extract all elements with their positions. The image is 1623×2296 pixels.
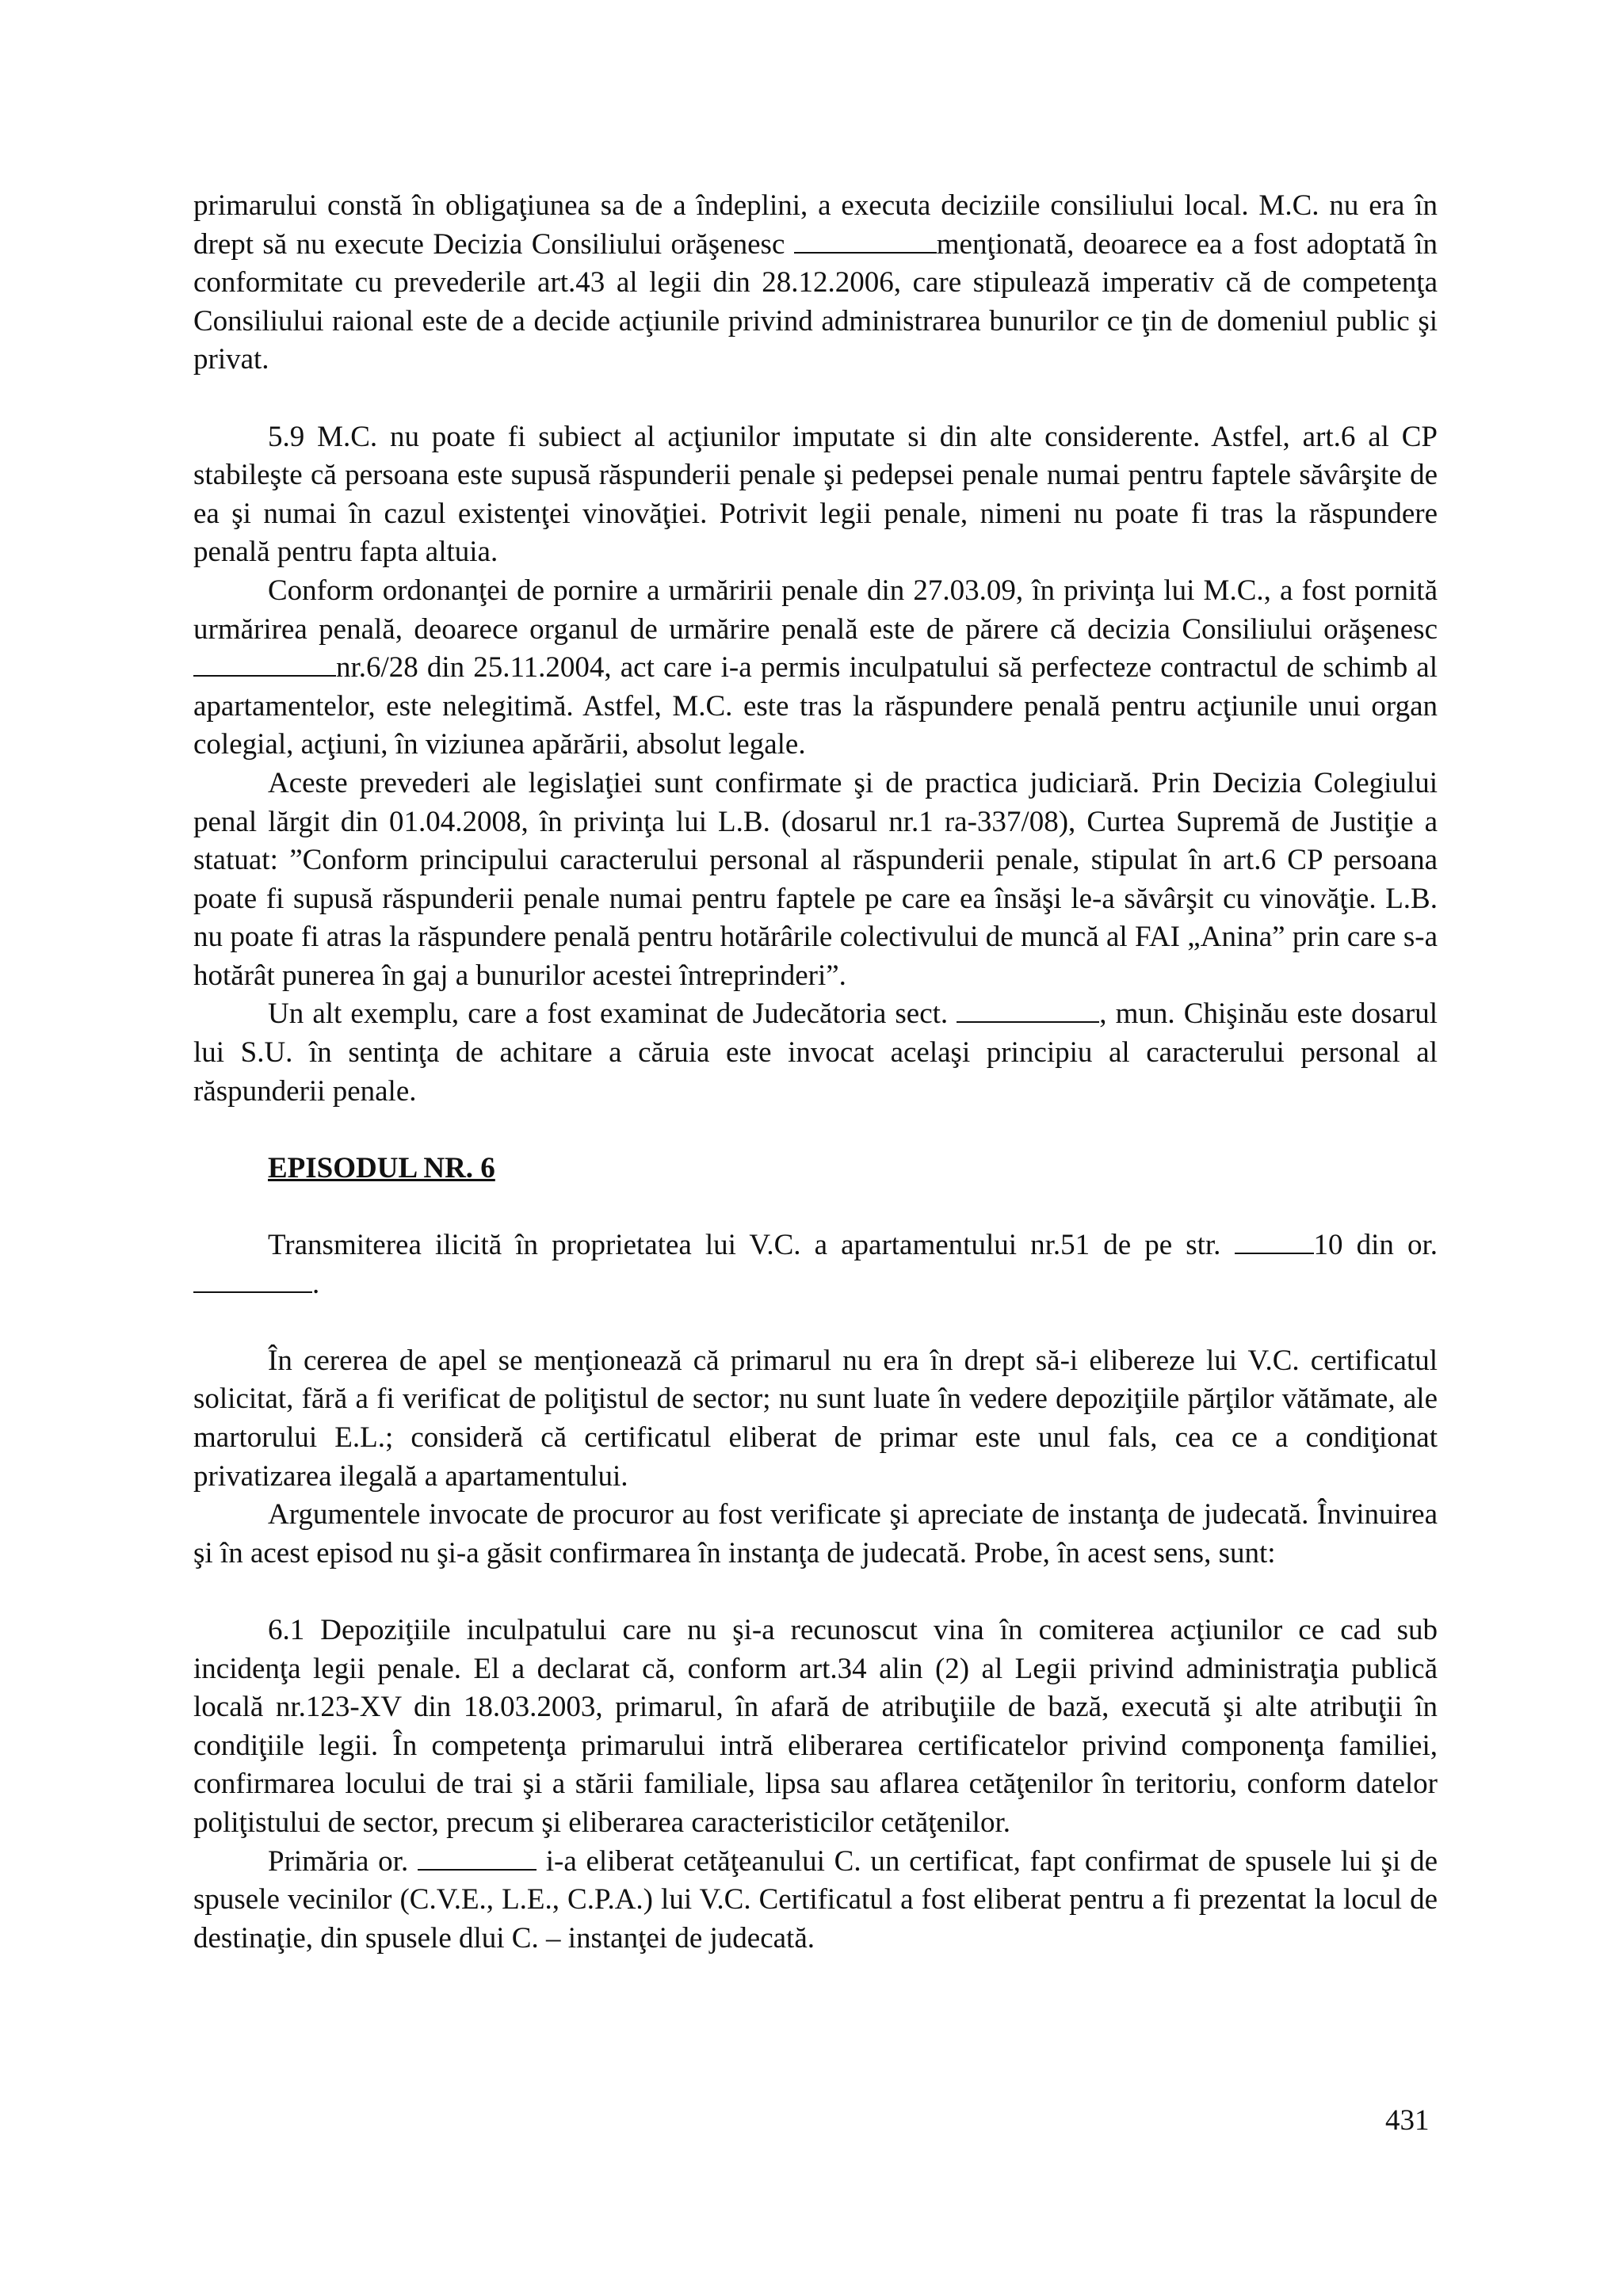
paragraph-episod-title: Transmiterea ilicită în proprietatea lui V.C. a apartamentului nr.51 de pe str. 10 din or. . xyxy=(193,1226,1438,1303)
redacted-blank xyxy=(193,1266,312,1293)
paragraph-cerere-apel: În cererea de apel se menţionează că primarul nu era în drept să-i elibereze lui V.C. certificatul solicitat, fără a fi verificat de poliţistul de sector; nu sunt luate în vedere depoziţiile părţilor vătămate, ale martorului E.L.; consideră că certificatul eliberat de primar este unul fals, cea ce a condiţionat privatizarea ilegală a apartamentului. xyxy=(193,1344,1438,1493)
redacted-blank xyxy=(193,650,336,677)
paragraph-practica-judiciara: Aceste prevederi ale legislaţiei sunt confirmate şi de practica judiciară. Prin Decizia Colegiului penal lărgit din 01.04.2008, în privinţa lui L.B. (dosarul nr.1 ra-337/08), Curtea Supremă de Justiţie a statuat: ”Conform principului caracterului personal al răspunderii penale, stipulat în art.6 CP persoana poate fi supusă răspunderii penale numai pentru faptele pe care ea însăşi le-a săvârşit cu vinovăţie. L.B. nu poate fi atras la răspundere penală pentru hotărârile colectivului de muncă al FAI „Anina” prin care s-a hotărât punerea în gaj a bunurilor acestei întreprinderi”. xyxy=(193,766,1438,992)
section-heading: EPISODUL NR. 6 xyxy=(268,1151,495,1184)
redacted-blank xyxy=(957,996,1099,1023)
paragraph-primar-obligatiune: primarului constă în obligaţiunea sa de a îndeplini, a executa deciziile consiliului local. M.C. nu era în drept să nu execute Decizia Consiliului orăşenesc menţionată, deoarece ea a fost adoptată în conformitate cu prevederile art.43 al legii din 28.12.2006, care stipulează imperativ că de competenţa Consiliului raional este de a decide acţiunile privind administrarea bunurilor ce ţin de domeniul public şi privat. xyxy=(193,189,1438,376)
paragraph-ordonanta: Conform ordonanţei de pornire a urmăririi penale din 27.03.09, în privinţa lui M.C., a fost pornită urmărirea penală, deoarece organul de urmărire penală este de părere că decizia Consiliului orăşenesc nr.6/28 din 25.11.2004, act care i-a permis inculpatului să perfecteze contractul de schimb al apartamentelor, este nelegitimă. Astfel, M.C. este tras la răspundere penală pentru acţiunile unui organ colegial, acţiuni, în viziunea apărării, absolut legale. xyxy=(193,574,1438,761)
redacted-blank xyxy=(1235,1227,1314,1254)
paragraph-argumente: Argumentele invocate de procuror au fost verificate şi apreciate de instanţa de judecată. Învinuirea şi în acest episod nu şi-a găsit confirmarea în instanţa de judecată. Probe, în acest sens, sunt: xyxy=(193,1498,1438,1569)
paragraph-5-9: 5.9 M.C. nu poate fi subiect al acţiunilor imputate si din alte considerente. Astfel, art.6 al CP stabileşte că persoana este supusă răspunderii penale şi pedepsei penale numai pentru faptele săvârşite de ea şi numai în cazul existenţei vinovăţiei. Potrivit legii penale, nimeni nu poate fi tras la răspundere penală pentru fapta altuia. xyxy=(193,420,1438,569)
paragraph-6-1: 6.1 Depoziţiile inculpatului care nu şi-a recunoscut vina în comiterea acţiunilor ce cad sub incidenţa legii penale. El a declarat că, conform art.34 alin (2) al Legii privind administraţia publică locală nr.123-XV din 18.03.2003, primarul, în afară de atribuţiile de bază, execută şi alte atribuţii în condiţiile legii. În competenţa primarului intră eliberarea certificatelor privind componenţa familiei, confirmarea locului de trai şi a stării familiale, lipsa sau aflarea cetăţenilor în teritoriu, conform datelor poliţistului de sector, precum şi eliberarea caracteristicilor cetăţenilor. xyxy=(193,1613,1438,1839)
paragraph-alt-exemplu: Un alt exemplu, care a fost examinat de Judecătoria sect. , mun. Chişinău este dosarul lui S.U. în sentinţa de achitare a căruia este invocat acelaşi principiu al caracterului personal al răspunderii penale. xyxy=(193,997,1438,1108)
redacted-blank xyxy=(794,227,937,254)
redacted-blank xyxy=(418,1844,537,1871)
page-number: 431 xyxy=(1385,2104,1430,2137)
paragraph-primaria: Primăria or. i-a eliberat cetăţeanului C. un certificat, fapt confirmat de spusele lui şi de spusele vecinilor (C.V.E., L.E., C.P.A.) lui V.C. Certificatul a fost eliberat pentru a fi prezentat la locul de destinaţie, din spusele dlui C. – instanţei de judecată. xyxy=(193,1844,1438,1955)
page-body xyxy=(193,187,1438,1958)
